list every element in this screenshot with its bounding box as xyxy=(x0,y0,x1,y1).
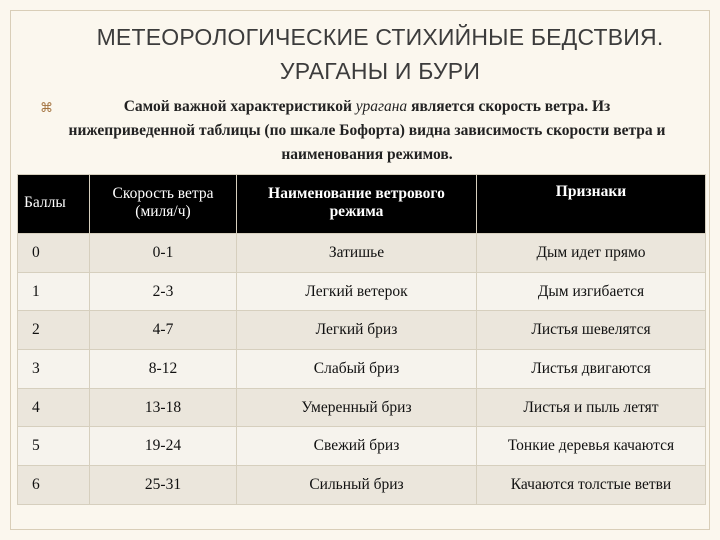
cell-mode: Легкий бриз xyxy=(237,311,477,350)
cell-speed: 13-18 xyxy=(90,388,237,427)
intro-italic-word: урагана xyxy=(355,98,408,115)
intro-paragraph xyxy=(62,95,672,167)
cell-signs: Листья шевелятся xyxy=(477,311,706,350)
cell-signs: Дым идет прямо xyxy=(477,234,706,273)
table-row xyxy=(18,272,706,311)
cell-points: 6 xyxy=(18,466,90,505)
table-row xyxy=(18,388,706,427)
cell-signs: Листья и пыль летят xyxy=(477,388,706,427)
cell-speed: 2-3 xyxy=(90,272,237,311)
cell-speed: 0-1 xyxy=(90,234,237,273)
table-row xyxy=(18,311,706,350)
cell-points: 4 xyxy=(18,388,90,427)
cell-signs: Качаются толстые ветви xyxy=(477,466,706,505)
cell-mode: Легкий ветерок xyxy=(237,272,477,311)
cell-mode: Затишье xyxy=(237,234,477,273)
table-row xyxy=(18,466,706,505)
cell-mode: Умеренный бриз xyxy=(237,388,477,427)
cell-speed: 8-12 xyxy=(90,350,237,389)
cell-points: 1 xyxy=(18,272,90,311)
beaufort-table xyxy=(17,174,706,505)
table-row xyxy=(18,427,706,466)
cell-signs: Тонкие деревья качаются xyxy=(477,427,706,466)
cell-speed: 4-7 xyxy=(90,311,237,350)
cell-mode: Сильный бриз xyxy=(237,466,477,505)
table-header-row xyxy=(18,175,706,234)
intro-text-end: является скорость ветра. Из нижеприведенной таблицы (по шкале Бофорта) видна зависимость скорости ветра и наименования режимов. xyxy=(68,98,666,163)
cell-speed: 19-24 xyxy=(90,427,237,466)
cell-mode: Слабый бриз xyxy=(237,350,477,389)
title-line-2: УРАГАНЫ И БУРИ xyxy=(279,58,481,84)
header-points: Баллы xyxy=(18,175,90,234)
header-signs: Признаки xyxy=(477,175,706,234)
title-line-1: МЕТЕОРОЛОГИЧЕСКИЕ СТИХИЙНЫЕ БЕДСТВИЯ. xyxy=(96,24,664,50)
cell-mode: Свежий бриз xyxy=(237,427,477,466)
cell-speed: 25-31 xyxy=(90,466,237,505)
cell-points: 2 xyxy=(18,311,90,350)
slide-title xyxy=(60,20,700,88)
cell-points: 0 xyxy=(18,234,90,273)
table-row xyxy=(18,350,706,389)
intro-text-start: Самой важной характеристикой xyxy=(123,98,356,115)
cell-signs: Дым изгибается xyxy=(477,272,706,311)
cell-points: 5 xyxy=(18,427,90,466)
header-wind-speed: Скорость ветра (миля/ч) xyxy=(90,175,237,234)
table-row xyxy=(18,234,706,273)
cell-points: 3 xyxy=(18,350,90,389)
header-wind-mode: Наименование ветрового режима xyxy=(237,175,477,234)
bullet-icon: ⌘ xyxy=(40,101,53,116)
cell-signs: Листья двигаются xyxy=(477,350,706,389)
